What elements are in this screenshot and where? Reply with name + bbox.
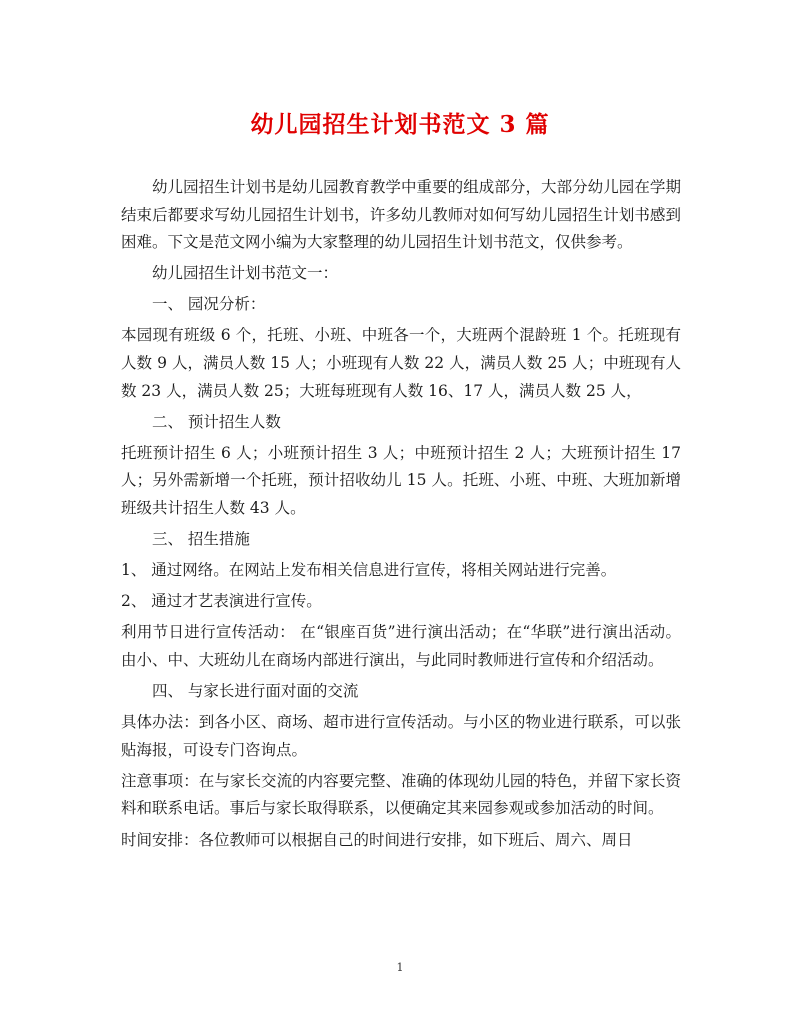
page-number: 1 xyxy=(396,961,404,974)
document-title: 幼儿园招生计划书范文 3 篇 xyxy=(250,111,550,138)
intro-paragraph: 幼儿园招生计划书是幼儿园教育教学中重要的组成部分，大部分幼儿园在学期结束后都要求写幼儿园招生计划书，许多幼儿教师对如何写幼儿园招生计划书感到困难。下文是范文网小编为大家整理的幼儿园招生计划书范文，仅供参考。 xyxy=(121,178,681,252)
schedule-paragraph: 时间安排：各位教师可以根据自己的时间进行安排，如下班后、周六、周日 xyxy=(121,830,633,849)
list-item-2: 2、 通过才艺表演进行宣传。 xyxy=(121,592,322,611)
section-heading-3: 三、 招生措施 xyxy=(152,530,250,549)
sample-heading: 幼儿园招生计划书范文一： xyxy=(152,264,339,283)
section-heading-1: 一、 园况分析： xyxy=(152,295,266,314)
section-paragraph-1: 本园现有班级 6 个，托班、小班、中班各一个，大班两个混龄班 1 个。托班现有人数 9 人，满员人数 15 人；小班现有人数 22 人，满员人数 25 人；中班现有人数 23 人，满员人数 25；大班每班现有人数 16、17 人，满员人数 25 人， xyxy=(121,326,681,400)
promotion-paragraph: 利用节日进行宣传活动： 在“银座百货”进行演出活动；在“华联”进行演出活动。由小、中、大班幼儿在商场内部进行演出，与此同时教师进行宣传和介绍活动。 xyxy=(121,623,681,669)
notes-paragraph: 注意事项：在与家长交流的内容要完整、准确的体现幼儿园的特色，并留下家长资料和联系电话。事后与家长取得联系，以便确定其来园参观或参加活动的时间。 xyxy=(121,771,681,818)
section-heading-4: 四、 与家长进行面对面的交流 xyxy=(152,682,359,701)
section-paragraph-2: 托班预计招生 6 人；小班预计招生 3 人；中班预计招生 2 人；大班预计招生 17 人；另外需新增一个托班，预计招收幼儿 15 人。托班、小班、中班、大班加新增班级共计招生人数 43 人。 xyxy=(121,443,681,518)
section-heading-2: 二、 预计招生人数 xyxy=(152,412,281,431)
method-paragraph: 具体办法：到各小区、商场、超市进行宣传活动。与小区的物业进行联系，可以张贴海报，可设专门咨询点。 xyxy=(121,713,681,759)
list-item-1: 1、 通过网络。在网站上发布相关信息进行宣传，将相关网站进行完善。 xyxy=(121,561,617,580)
document-body xyxy=(121,174,681,858)
